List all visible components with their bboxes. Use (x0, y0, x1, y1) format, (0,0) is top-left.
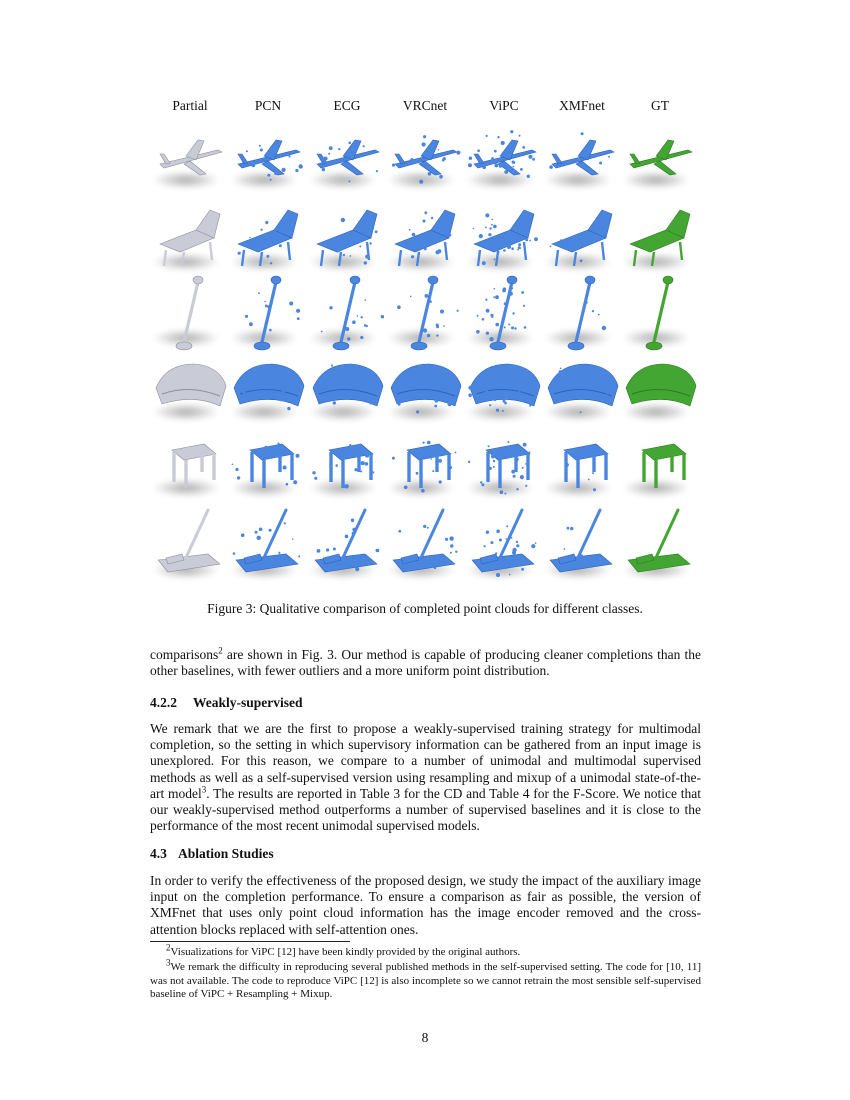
cell-lamp-ecg (309, 276, 384, 350)
paragraph-ablation: In order to verify the effectiveness of the proposed design, we study the impact of the auxiliary image input on the completion performance. To ensure a comparison as fair as possible, the version of XMFnet that uses only point cloud information has the image encoder removed and the cross-attention blocks replaced with self-attention ones. (150, 873, 701, 937)
cell-watercraft-xmfnet (544, 510, 612, 579)
paragraph-weakly-supervised (150, 721, 701, 834)
section-title: Weakly-supervised (193, 695, 303, 710)
column-label-xmfnet: XMFnet (559, 98, 605, 113)
page-number: 8 (421, 1030, 429, 1045)
cell-lounge-chair-xmfnet (544, 210, 612, 271)
section-heading-weakly-supervised (150, 695, 303, 711)
footnote-text: Visualizations for ViPC [12] have been kindly provided by the original authors. (170, 946, 521, 958)
cell-lamp-vrcnet (387, 276, 459, 350)
footnote-divider (150, 941, 350, 942)
column-label-partial: Partial (172, 98, 208, 113)
cell-sofa-vrcnet (387, 364, 461, 421)
figure-column-labels (0, 98, 850, 116)
cell-sofa-vipc (466, 364, 540, 421)
cell-watercraft-gt (622, 510, 690, 579)
cell-watercraft-vrcnet (387, 510, 458, 579)
column-label-ecg: ECG (333, 98, 361, 113)
cell-airplane-ecg (309, 140, 379, 189)
footnote-text: We remark the difficulty in reproducing several published methods in the self-supervised setting. The code for [10, 11] was not available. The code to reproduce ViPC [12] is also incomplete so we cannot retrain the most sensible self-supervised baseline of ViPC + Resampling + Mixup. (150, 961, 701, 1000)
column-label-vrcnet: VRCnet (402, 98, 448, 113)
cell-airplane-xmfnet (544, 132, 614, 189)
footnote-ref-2[interactable]: 2 (218, 645, 223, 656)
cell-lamp-vipc (466, 276, 534, 350)
footnote-3 (150, 957, 701, 1002)
cell-watercraft-vipc (466, 510, 536, 579)
cell-lamp-xmfnet (544, 276, 612, 350)
cell-table-partial (152, 444, 220, 497)
cell-lamp-partial (152, 276, 220, 350)
cell-airplane-pcn (230, 140, 303, 189)
cell-lounge-chair-gt (622, 210, 690, 271)
section-number: 4.2.2 (150, 695, 177, 710)
footnote-ref-3[interactable]: 3 (201, 784, 207, 795)
paragraph-text: . The results are reported in Table 3 for the CD and Table 4 for the F-Score. We notice that our weakly-supervised method outperforms a number of supervised baselines and it is close to the performance of the most recent unimodal supervised models. (150, 785, 701, 834)
cell-airplane-gt (622, 140, 692, 189)
cell-table-gt (622, 444, 690, 497)
cell-table-xmfnet (544, 444, 612, 497)
cell-watercraft-partial (152, 510, 220, 579)
section-heading-ablation-studies (150, 846, 274, 862)
cell-lounge-chair-pcn (230, 210, 298, 271)
cell-sofa-pcn (230, 364, 304, 421)
column-label-vipc: ViPC (489, 98, 519, 113)
cell-lamp-pcn (230, 276, 300, 350)
paragraph-text: We remark that we are the first to propose a weakly-supervised training strategy for multimodal completion, so the setting in which supervisory information can be gathered from an input image is unexplored. For this reason, we compare to a number of unimodal and multimodal supervised methods as well as a self-supervised version using resampling and mixup of a unimodal state-of-the-art model (150, 721, 701, 801)
cell-watercraft-pcn (230, 510, 300, 579)
cell-sofa-xmfnet (544, 364, 618, 421)
cell-table-pcn (230, 442, 300, 497)
footnote-mark: 2 (166, 942, 171, 953)
cell-table-vipc (466, 441, 534, 497)
cell-lamp-gt (622, 276, 690, 350)
footnote-mark: 3 (166, 957, 171, 968)
cell-lounge-chair-vipc (466, 210, 538, 271)
cell-lounge-chair-ecg (309, 210, 378, 271)
figure-caption: Figure 3: Qualitative comparison of completed point clouds for different classes. (207, 601, 643, 616)
footnote-2 (150, 942, 701, 960)
section-title: Ablation Studies (178, 846, 274, 861)
cell-sofa-ecg (309, 364, 383, 421)
paragraph-text: comparisons (150, 647, 219, 662)
cell-table-vrcnet (387, 441, 456, 497)
cell-sofa-partial (152, 364, 226, 421)
column-label-pcn: PCN (254, 98, 282, 113)
paragraph-text: are shown in Fig. 3. Our method is capable of producing cleaner completions than the other baselines, with fewer outliers and a more uniform point distribution. (150, 647, 701, 679)
section-number: 4.3 (150, 846, 167, 861)
cell-airplane-partial (152, 140, 222, 189)
paragraph-comparisons (150, 647, 701, 679)
cell-lounge-chair-partial (152, 210, 220, 271)
cell-watercraft-ecg (309, 510, 379, 579)
cell-table-ecg (309, 444, 377, 497)
cell-lounge-chair-vrcnet (387, 210, 455, 271)
cell-airplane-vrcnet (387, 135, 460, 189)
point-cloud-comparison-figure (0, 128, 850, 590)
cell-sofa-gt (622, 364, 696, 421)
cell-airplane-vipc (466, 130, 536, 189)
column-label-gt: GT (651, 98, 669, 113)
